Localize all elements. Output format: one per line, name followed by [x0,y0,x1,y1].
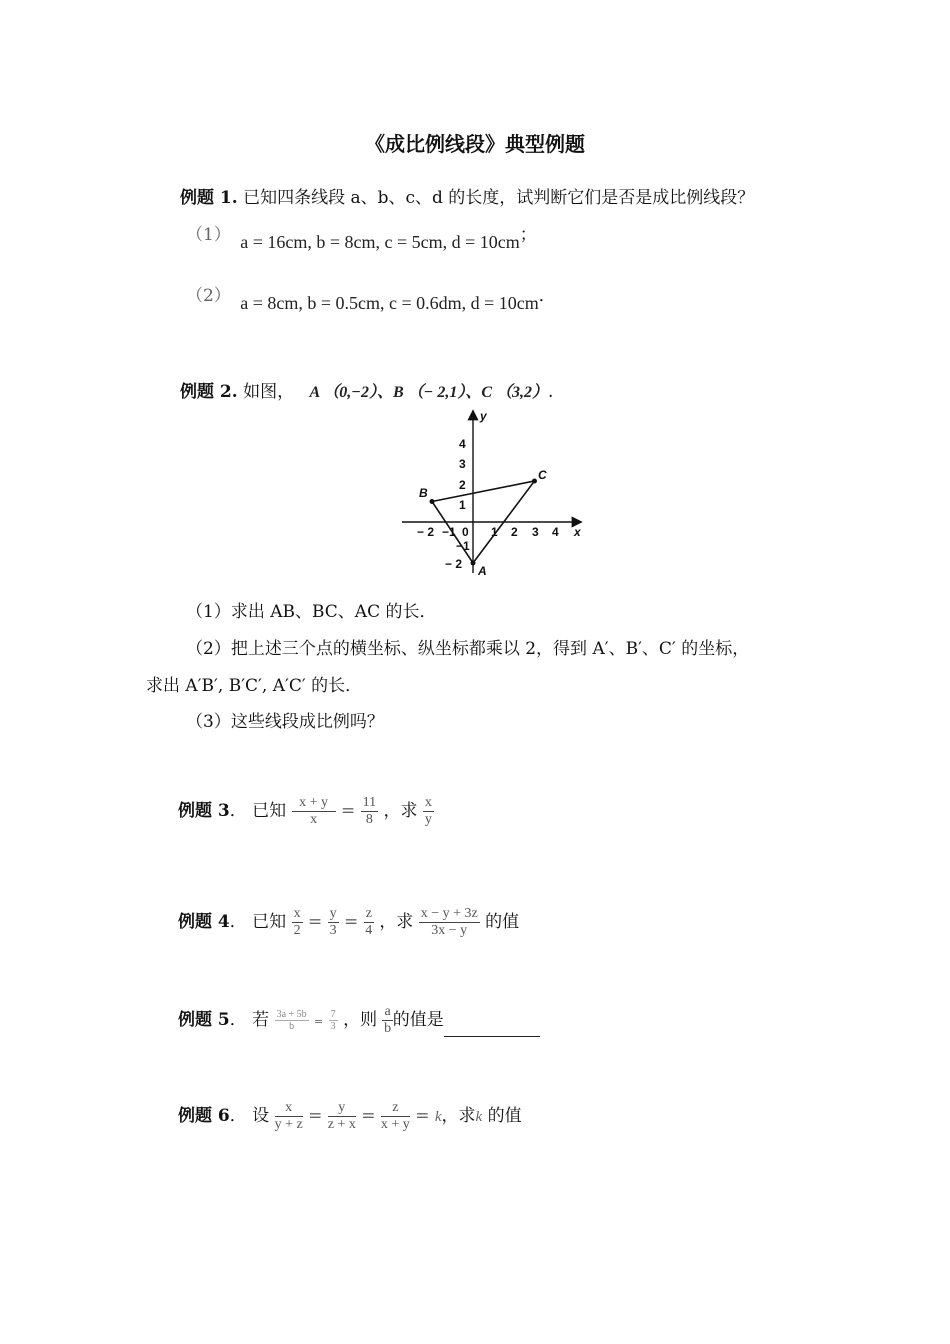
example-6-label: 例题 6 [178,1106,230,1127]
example-1-text: 已知四条线段 a、b、c、d 的长度，试判断它们是否是成比例线段？ [243,188,755,208]
point-a-dot [471,561,476,566]
x-axis-label: x [574,525,581,539]
y-tick-1: 1 [459,498,466,512]
fraction-11-over-8: $\frac{11}{8}$ [362,795,377,828]
answer-blank[interactable] [444,1018,540,1037]
fraction-z-over-x-plus-y: $\frac{z}{x + y}$ [380,1100,410,1133]
fraction-x-over-y-plus-z: $\frac{x}{y + z}$ [274,1100,303,1133]
variable-k-query: k [475,1109,483,1126]
example-1-label: 例题 1. [180,188,238,208]
fraction-z-over-4: $\frac{z}{4}$ [365,906,373,939]
part-2-label: （2） [186,286,231,306]
example-2-question-2: （2）把上述三个点的横坐标、纵坐标都乘以 2，得到 A′、B′、C′ 的坐标， [186,639,750,659]
part-1-math: a = 16cm, b = 8cm, c = 5cm, d = 10cm [240,232,520,252]
y-tick-neg2: − 2 [445,557,463,571]
fraction-a-over-b: $\frac{a}{b}$ [384,1004,392,1037]
part-1-end: ； [519,225,537,245]
example-1-part-1 [186,220,537,252]
example-5: 例题 5． 若 $\frac{3a + 5b}{b}$ = $\frac{7}{3}$ ，则 $\frac{a}{b}$ 的值是 [178,1004,540,1037]
y-tick-neg1: −1 [456,539,470,553]
example-3-pre: 已知 [252,801,287,822]
fraction-7-over-3: $\frac{7}{3}$ [330,1008,336,1033]
example-2-label: 例题 2. [180,382,238,402]
fraction-y-over-3: $\frac{y}{3}$ [329,906,337,939]
variable-k: k [434,1109,442,1126]
example-6: 例题 6． 设 $\frac{x}{y + z}$ = $\frac{y}{z + x}$ = $\frac{z}{x + y}$ = k，求k 的值 [178,1100,522,1133]
example-3-dot: ． [229,801,247,822]
fraction-x-over-y: $\frac{x}{y}$ [424,795,432,828]
fraction-x-over-2: $\frac{x}{2}$ [293,906,301,939]
example-4: 例题 4． 已知 $\frac{x}{2}$ = $\frac{y}{3}$ = $\frac{z}{4}$ ，求 $\frac{x - y + 3z}{3x - y}$ 的值 [178,906,520,939]
example-2-question-1: （1）求出 AB、BC、AC 的长． [186,602,437,622]
point-a-label: A [478,564,487,578]
x-tick-0: 0 [462,525,469,539]
fraction-y-over-z-plus-x: $\frac{y}{z + x}$ [327,1100,356,1133]
x-tick-1: 1 [491,525,498,539]
example-2-points: A （0,−2）、B （− 2,1）、C （3,2） [309,384,549,401]
part-2-math: a = 8cm, b = 0.5cm, c = 0.6dm, d = 10cm [240,293,539,313]
x-tick-neg2: − 2 [417,525,435,539]
example-5-label: 例题 5 [178,1010,230,1031]
fraction-3a-5b-over-b: $\frac{3a + 5b}{b}$ [276,1008,307,1033]
example-4-label: 例题 4 [178,912,230,933]
example-3-mid: ，求 [383,801,418,822]
x-tick-neg1: −1 [442,525,456,539]
x-tick-2: 2 [511,525,518,539]
example-3-label: 例题 3 [178,801,230,822]
example-2-question-2-cont: 求出 A′B′, B′C′, A′C′ 的长． [146,676,363,696]
example-1-part-2 [186,281,556,313]
point-b-label: B [419,486,428,500]
y-axis-label: y [480,409,487,423]
y-tick-3: 3 [459,457,466,471]
part-2-end: ． [538,286,556,306]
point-c-dot [532,479,537,484]
point-b-dot [430,499,435,504]
fraction-x-plus-y-over-x: $\frac{x + y}{x}$ [292,795,336,828]
coordinate-graph [396,405,591,580]
y-tick-labels [445,437,470,571]
y-tick-2: 2 [459,478,466,492]
example-2-question-3: （3）这些线段成比例吗？ [186,712,384,732]
part-1-label: （1） [186,225,231,245]
x-tick-3: 3 [532,525,539,539]
example-2-end: . [548,382,554,402]
example-2-text: 如图， [243,382,295,402]
y-tick-4: 4 [459,437,466,451]
x-tick-labels [417,525,559,539]
example-1 [180,183,754,208]
example-2 [180,377,553,402]
fraction-target-expression: $\frac{x - y + 3z}{3x - y}$ [420,906,478,939]
point-c-label: C [538,468,547,482]
example-3: 例题 3． 已知 $\frac{x + y}{x}$ = $\frac{11}{8}$ ，求 $\frac{x}{y}$ [178,795,432,828]
x-tick-4: 4 [552,525,559,539]
page-title: 《成比例线段》典型例题 [365,132,585,156]
